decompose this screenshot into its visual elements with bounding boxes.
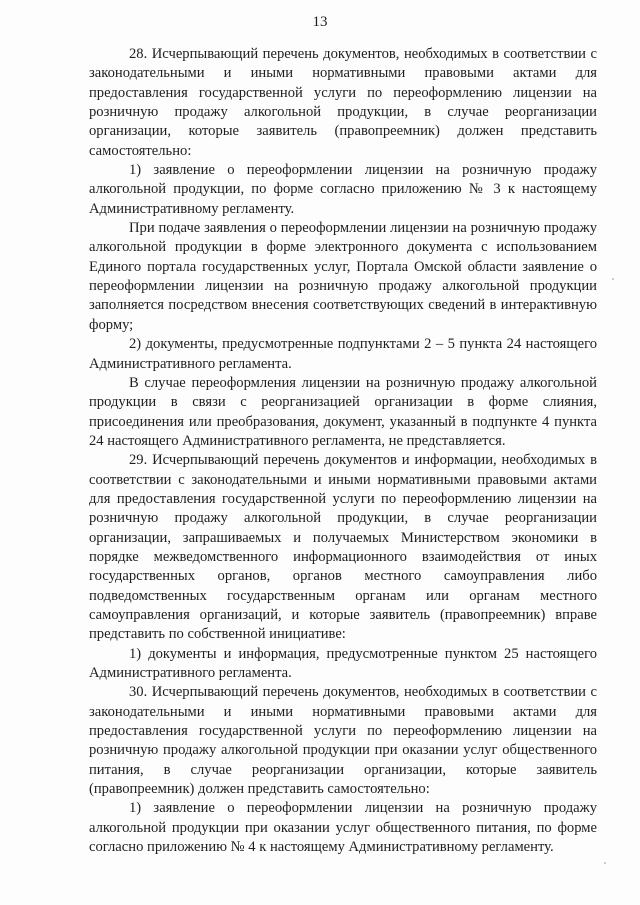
scan-speck (612, 278, 614, 280)
paragraph-30: 30. Исчерпывающий перечень документов, необходимых в соответствии с законодательными и иными нормативными правовыми актами для предоставления государственной услуги по переоформлению лицензии на розничную продажу алкогольной продукции при оказании услуг общественного питания, в случае реорганизации организации, которые заявитель (правопреемник) должен представить самостоятельно: (89, 684, 597, 798)
scan-speck (604, 862, 606, 864)
document-body (89, 45, 597, 857)
paragraph-28-electronic-submission: При подаче заявления о переоформлении лицензии на розничную продажу алкогольной продукции в форме электронного документа с использованием Единого портала государственных услуг, Портала Омской области заявление о переоформлении лицензии на розничную продажу алкогольной продукции заполняется посредством внесения соответствующих сведений в интерактивную форму; (89, 220, 597, 333)
paragraph-28-merger-note: В случае переоформления лицензии на розничную продажу алкогольной продукции в связи с реорганизацией организации в форме слияния, присоединения или преобразования, документ, указанный в подпункте 4 пункта 24 настоящего Административного регламента, не представляется. (89, 374, 597, 449)
paragraph-29: 29. Исчерпывающий перечень документов и информации, необходимых в соответствии с законодательными и иными нормативными правовыми актами для предоставления государственной услуги по переоформлению лицензии на розничную продажу алкогольной продукции, в случае реорганизации организации, запрашиваемых и получаемых Министерством экономики в порядке межведомственного информационного взаимодействия от иных государственных органов, органов местного самоуправления либо подведомственных государственным органам или органам местного самоуправления организаций, и которые заявитель (правопреемник) вправе представить по собственной инициативе: (89, 452, 597, 643)
paragraph-28-item-2: 2) документы, предусмотренные подпунктами 2 – 5 пункта 24 настоящего Административного регламента. (89, 336, 597, 372)
paragraph-29-item-1: 1) документы и информация, предусмотренные пунктом 25 настоящего Административного регламента. (89, 645, 597, 681)
paragraph-28: 28. Исчерпывающий перечень документов, необходимых в соответствии с законодательными и иными нормативными правовыми актами для предоставления государственной услуги по переоформлению лицензии на розничную продажу алкогольной продукции, в случае реорганизации организации, которые заявитель (правопреемник) должен представить самостоятельно: (89, 46, 597, 159)
paragraph-28-item-1: 1) заявление о переоформлении лицензии на розничную продажу алкогольной продукции, по форме согласно приложению № 3 к настоящему Административному регламенту. (89, 162, 597, 217)
page-number: 13 (312, 14, 328, 30)
paragraph-30-item-1: 1) заявление о переоформлении лицензии на розничную продажу алкогольной продукции при оказании услуг общественного питания, по форме согласно приложению № 4 к настоящему Административному регламенту. (89, 800, 597, 856)
